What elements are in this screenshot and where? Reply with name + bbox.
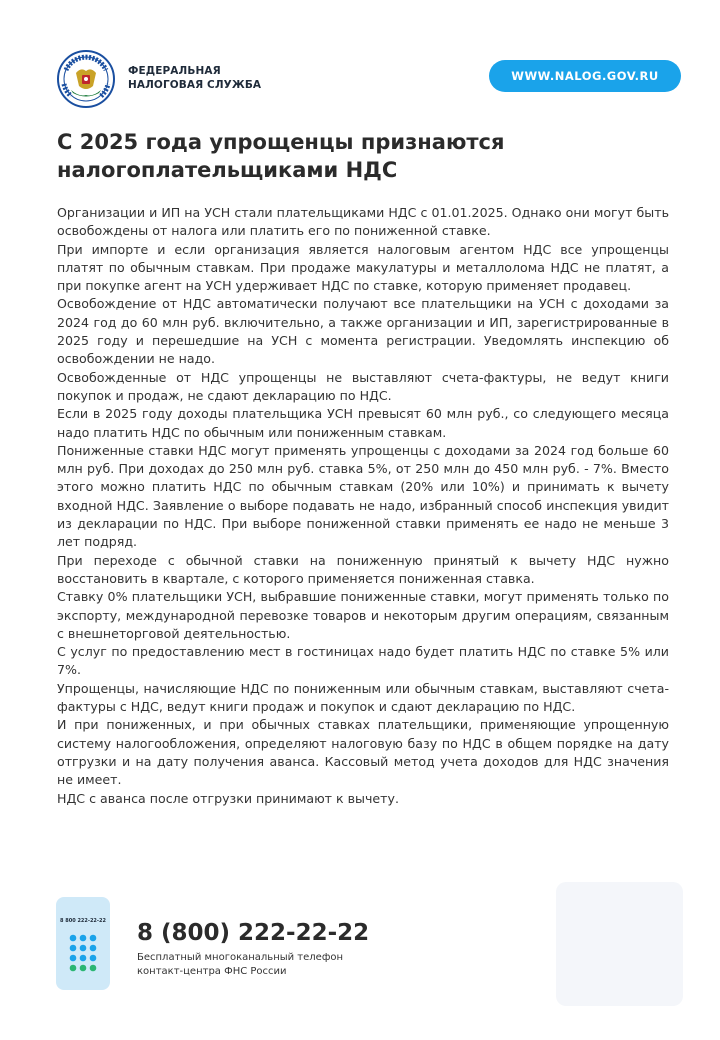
article-body [57, 204, 669, 808]
paragraph: При переходе с обычной ставки на пониженную принятый к вычету НДС нужно восстановить в квартале, с которого применяется пониженная ставка. [57, 552, 669, 586]
paragraph: С услуг по предоставлению мест в гостиницах надо будет платить НДС по ставке 5% или 7%. [57, 644, 669, 678]
paragraph: Освобождение от НДС автоматически получают все плательщики на УСН с доходами за 2024 год до 60 млн руб. включительно, а также организации и ИП, зарегистрированные в 2025 году и перешедшие на УСН с момента регистрации. Уведомлять инспекцию об освобождении не надо. [57, 296, 669, 367]
hotline-desc-line2: контакт-центра ФНС России [137, 965, 287, 977]
org-name [128, 64, 261, 92]
phone-screen-text: 8 800 222-22-22 [60, 918, 106, 924]
paragraph: Организации и ИП на УСН стали плательщиками НДС с 01.01.2025. Однако они могут быть освобождены от налога или платить его по пониженной ставке. [57, 205, 669, 239]
paragraph: Упрощенцы, начисляющие НДС по пониженным или обычным ставкам, выставляют счета-фактуры с НДС, ведут книги продаж и покупок и сдают декларацию по НДС. [57, 680, 669, 715]
hotline-description [137, 951, 343, 978]
paragraph: Пониженные ставки НДС могут применять упрощенцы с доходами за 2024 год больше 60 млн руб. При доходах до 250 млн руб. ставка 5%, от 250 млн до 450 млн руб. - 7%. Вместо этого можно платить НДС по обычным ставкам (20% или 10%) и принимать к вычету входной НДС. Заявление о выборе подавать не надо, избранный способ инспекция увидит из декларации по НДС. При выборе пониженной ставки применять ее надо не меньше 3 лет подряд. [57, 442, 669, 550]
paragraph: Ставку 0% плательщики УСН, выбравшие пониженные ставки, могут применять только по экспорту, международной перевозке товаров и некоторым другим операциям, связанным с внешнеторговой деятельностью. [57, 589, 669, 641]
hotline-desc-line1: Бесплатный многоканальный телефон [137, 952, 344, 963]
qr-code-placeholder [556, 882, 683, 1006]
paragraph: И при пониженных, и при обычных ставках плательщики, применяющие упрощенную систему налогообложения, определяют налоговую базу по НДС в общем порядке на дату отгрузки и на дату получения аванса. Кассовый метод учета доходов для НДС значения не имеет. [57, 717, 669, 788]
fns-emblem-icon [57, 50, 115, 108]
org-name-line2: НАЛОГОВАЯ СЛУЖБА [128, 79, 262, 91]
paragraph: Освобожденные от НДС упрощенцы не выставляют счета-фактуры, не ведут книги покупок и продаж, не сдают декларацию по НДС. [57, 369, 669, 403]
page-title: С 2025 года упрощенцы признаются налогоплательщиками НДС [57, 130, 505, 182]
phone-keypad-icon [56, 897, 110, 990]
org-name-line1: ФЕДЕРАЛЬНАЯ [128, 65, 221, 77]
website-link-button[interactable]: WWW.NALOG.GOV.RU [489, 60, 681, 92]
paragraph: Если в 2025 году доходы плательщика УСН превысят 60 млн руб., со следующего месяца надо платить НДС по обычным или пониженным ставкам. [57, 406, 669, 440]
paragraph: НДС с аванса после отгрузки принимают к вычету. [57, 790, 399, 806]
hotline-number[interactable]: 8 (800) 222-22-22 [137, 920, 370, 946]
paragraph: При импорте и если организация является налоговым агентом НДС все упрощенцы платят по обычным ставкам. При продаже макулатуры и металлолома НДС не платят, а при покупке агент на УСН удерживает НДС по ставке, которую применяет продавец. [57, 241, 669, 294]
